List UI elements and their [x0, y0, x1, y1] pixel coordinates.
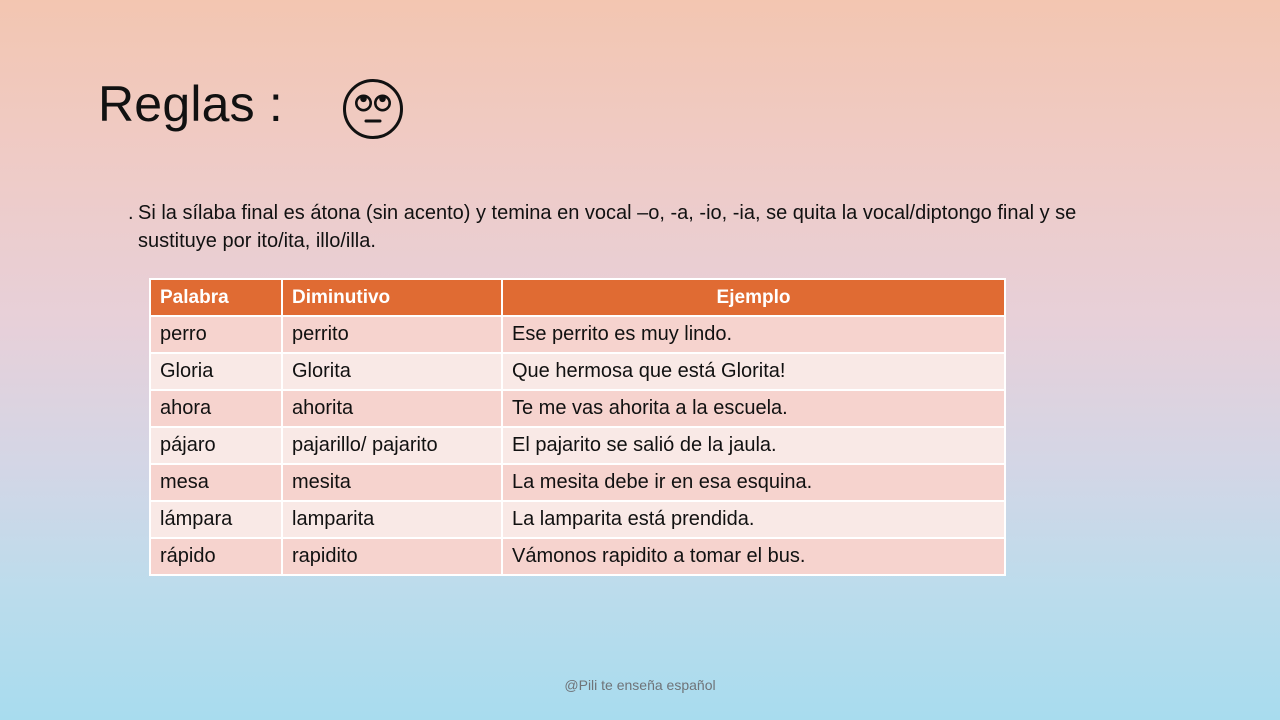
table-row — [150, 538, 1005, 575]
cell-ejemplo: Que hermosa que está Glorita! — [502, 353, 1005, 390]
footer-credit: @Pili te enseña español — [564, 677, 716, 693]
header-palabra: Palabra — [150, 279, 282, 316]
cell-diminutivo: lamparita — [282, 501, 502, 538]
cell-diminutivo: rapidito — [282, 538, 502, 575]
cell-ejemplo: El pajarito se salió de la jaula. — [502, 427, 1005, 464]
rule-line-2: sustituye por ito/ita, illo/illa. — [138, 230, 376, 252]
table-row — [150, 316, 1005, 353]
cell-palabra: pájaro — [150, 427, 282, 464]
table-row — [150, 353, 1005, 390]
rule-bullet: . — [128, 202, 134, 224]
cell-diminutivo: mesita — [282, 464, 502, 501]
rolling-eyes-face-icon — [342, 78, 404, 140]
cell-ejemplo: Ese perrito es muy lindo. — [502, 316, 1005, 353]
cell-diminutivo: pajarillo/ pajarito — [282, 427, 502, 464]
cell-palabra: perro — [150, 316, 282, 353]
slide-title: Reglas : — [98, 76, 284, 132]
cell-palabra: ahora — [150, 390, 282, 427]
cell-ejemplo: La lamparita está prendida. — [502, 501, 1005, 538]
rule-line-1: Si la sílaba final es átona (sin acento) y temina en vocal –o, -a, -io, -ia, se quita la vocal/diptongo final y se — [138, 202, 1077, 224]
cell-ejemplo: Vámonos rapidito a tomar el bus. — [502, 538, 1005, 575]
cell-palabra: lámpara — [150, 501, 282, 538]
header-ejemplo: Ejemplo — [502, 279, 1005, 316]
cell-palabra: Gloria — [150, 353, 282, 390]
cell-diminutivo: Glorita — [282, 353, 502, 390]
table-header-row — [150, 279, 1005, 316]
table-row — [150, 501, 1005, 538]
cell-diminutivo: ahorita — [282, 390, 502, 427]
cell-ejemplo: La mesita debe ir en esa esquina. — [502, 464, 1005, 501]
diminutives-table — [149, 278, 1006, 576]
cell-palabra: mesa — [150, 464, 282, 501]
table-row — [150, 427, 1005, 464]
header-diminutivo: Diminutivo — [282, 279, 502, 316]
rule-text — [128, 199, 1228, 255]
table-row — [150, 390, 1005, 427]
cell-diminutivo: perrito — [282, 316, 502, 353]
cell-ejemplo: Te me vas ahorita a la escuela. — [502, 390, 1005, 427]
table-row — [150, 464, 1005, 501]
cell-palabra: rápido — [150, 538, 282, 575]
